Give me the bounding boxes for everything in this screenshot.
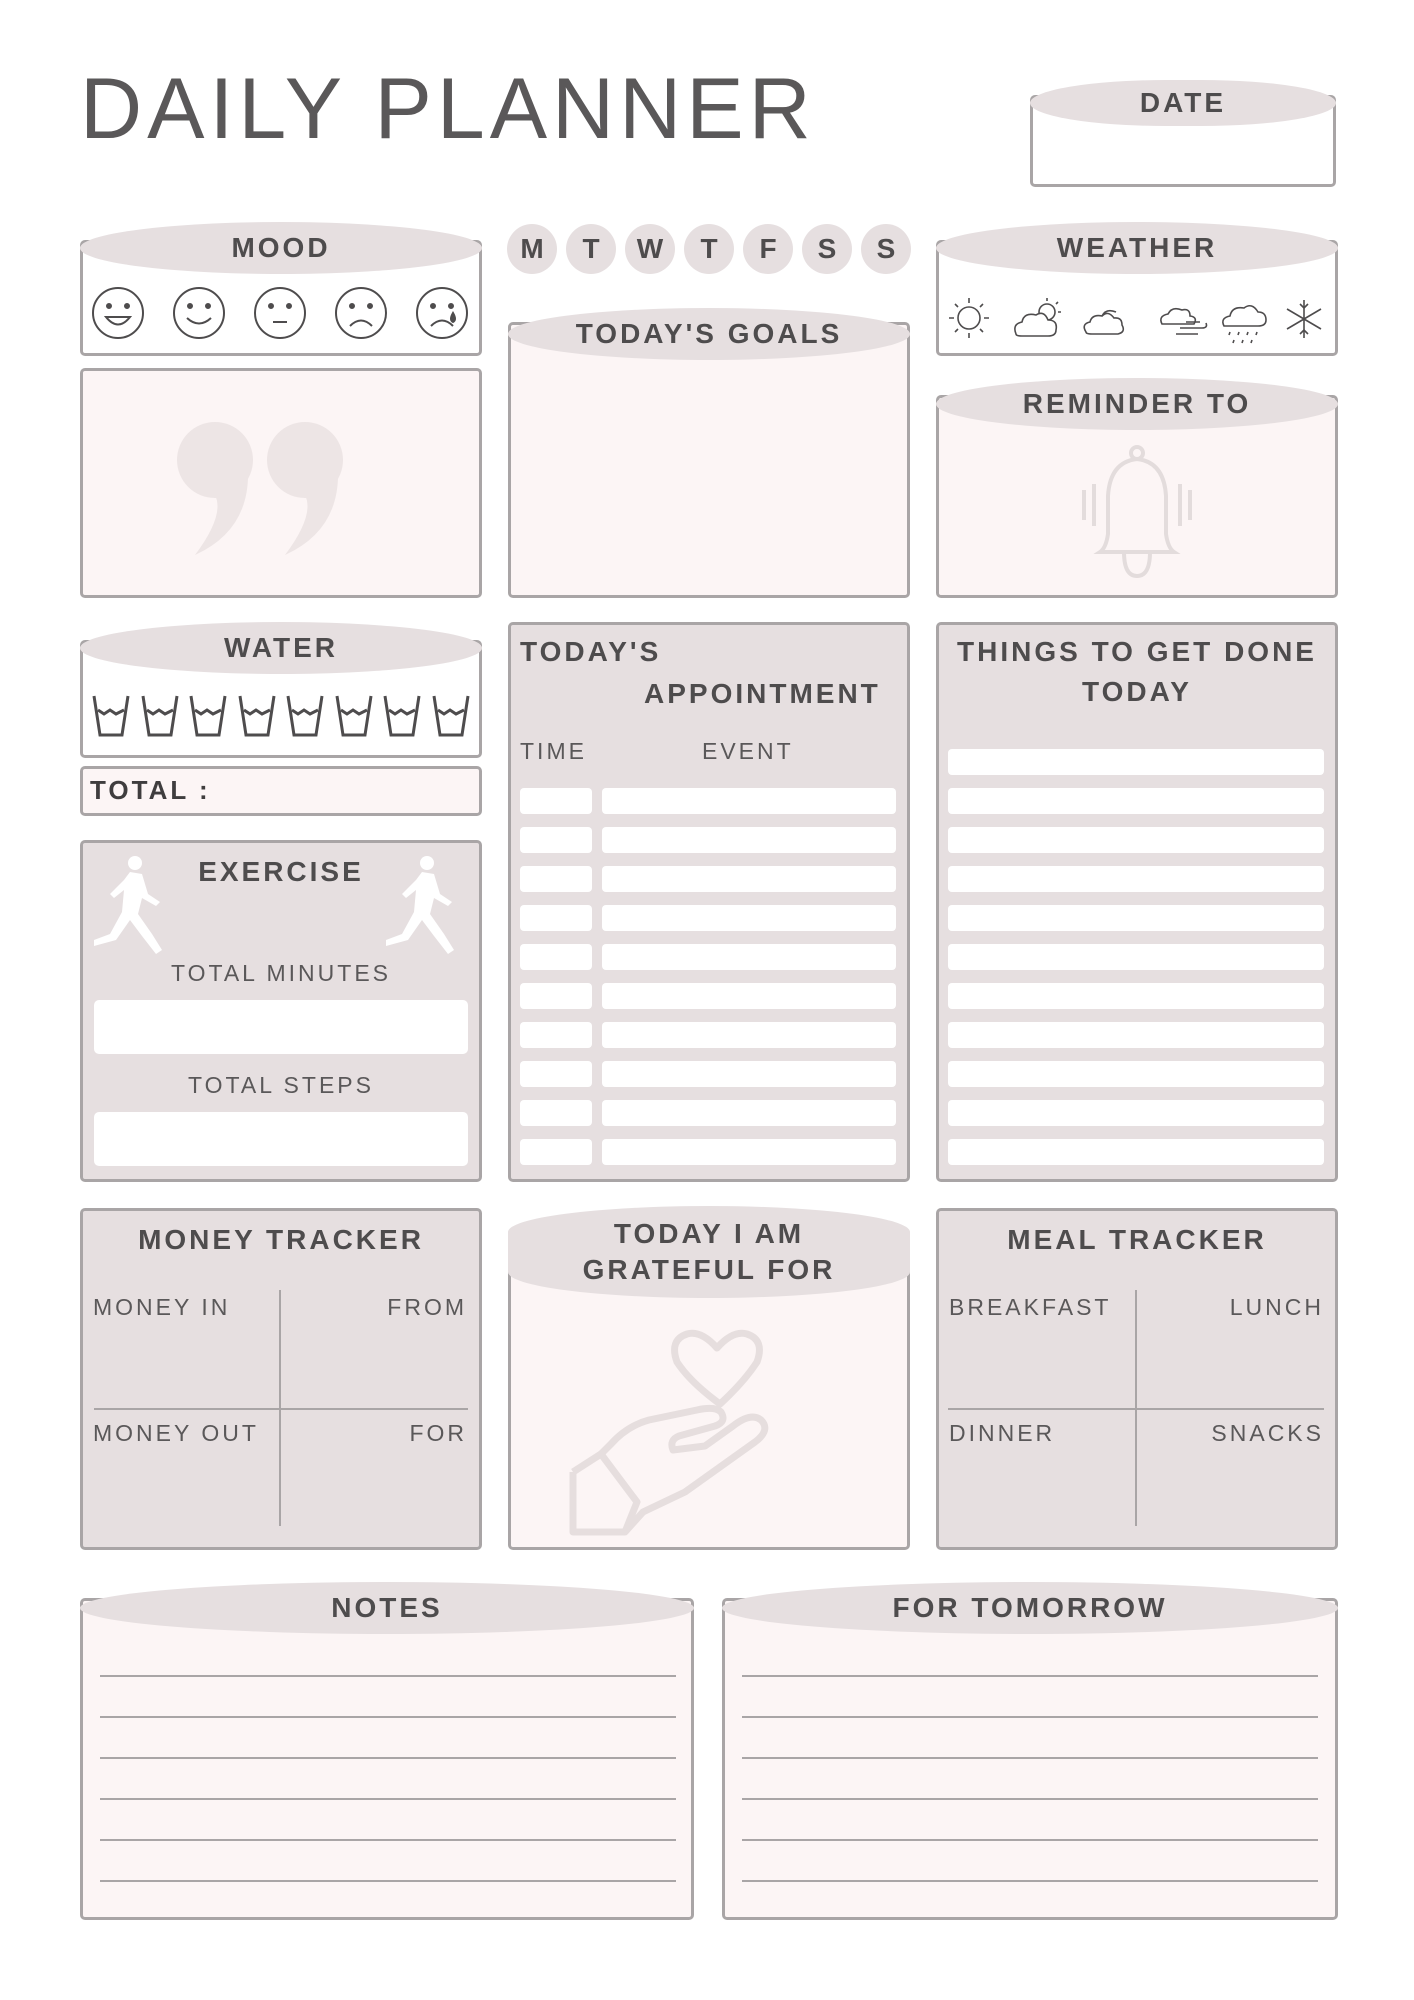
- tomorrow-line[interactable]: [742, 1675, 1318, 1677]
- breakfast-label[interactable]: BREAKFAST: [949, 1294, 1112, 1320]
- tomorrow-line[interactable]: [742, 1757, 1318, 1759]
- goals-panel[interactable]: [508, 322, 910, 598]
- todo-item-line[interactable]: [948, 944, 1324, 970]
- money-for-label[interactable]: FOR: [409, 1420, 467, 1446]
- date-label: DATE: [1030, 80, 1336, 126]
- laughing-face-icon[interactable]: [93, 288, 143, 338]
- smiling-face-icon[interactable]: [174, 288, 224, 338]
- appointment-event-cell[interactable]: [602, 788, 896, 814]
- water-label: WATER: [80, 622, 482, 674]
- todo-item-line[interactable]: [948, 1139, 1324, 1165]
- appointment-event-cell[interactable]: [602, 1022, 896, 1048]
- day-sunday[interactable]: S: [861, 224, 911, 274]
- partly-cloudy-icon[interactable]: [1015, 298, 1061, 336]
- meal-tracker-label: MEAL TRACKER: [1007, 1224, 1267, 1255]
- day-monday[interactable]: M: [507, 224, 557, 274]
- grateful-label-line2: GRATEFUL FOR: [582, 1254, 836, 1285]
- water-glass-icon[interactable]: [191, 696, 225, 735]
- water-glass-icon[interactable]: [240, 696, 274, 735]
- water-glass-icon[interactable]: [94, 696, 128, 735]
- heart-hand-icon: [565, 1322, 785, 1537]
- notes-label: NOTES: [80, 1582, 694, 1634]
- money-from-label[interactable]: FROM: [387, 1294, 467, 1320]
- note-line[interactable]: [100, 1716, 676, 1718]
- day-wednesday[interactable]: W: [625, 224, 675, 274]
- mood-label: MOOD: [80, 222, 482, 274]
- tomorrow-line[interactable]: [742, 1839, 1318, 1841]
- lunch-label[interactable]: LUNCH: [1229, 1294, 1324, 1320]
- todo-label-line2: TODAY: [1082, 676, 1192, 707]
- todo-item-line[interactable]: [948, 1100, 1324, 1126]
- todo-item-line[interactable]: [948, 905, 1324, 931]
- grateful-label-line1: TODAY I AM: [613, 1217, 805, 1249]
- note-line[interactable]: [100, 1839, 676, 1841]
- rain-icon[interactable]: [1223, 306, 1266, 343]
- total-minutes-input[interactable]: [94, 1000, 468, 1054]
- sunny-icon[interactable]: [949, 298, 989, 338]
- appointment-time-cell[interactable]: [520, 983, 592, 1009]
- note-line[interactable]: [100, 1880, 676, 1882]
- todo-item-line[interactable]: [948, 1022, 1324, 1048]
- weather-icons: [936, 290, 1338, 350]
- appointment-time-cell[interactable]: [520, 944, 592, 970]
- appointment-event-cell[interactable]: [602, 827, 896, 853]
- total-minutes-label: TOTAL MINUTES: [170, 960, 392, 986]
- appointment-time-cell[interactable]: [520, 1022, 592, 1048]
- appointment-label-line1: TODAY'S: [520, 636, 662, 667]
- appointment-time-cell[interactable]: [520, 827, 592, 853]
- appointment-event-cell[interactable]: [602, 944, 896, 970]
- money-out-label[interactable]: MONEY OUT: [93, 1420, 259, 1446]
- neutral-face-icon[interactable]: [255, 288, 305, 338]
- quote-marks-icon: [170, 415, 360, 565]
- day-friday[interactable]: F: [743, 224, 793, 274]
- crying-face-icon[interactable]: [417, 288, 467, 338]
- water-glass-icon[interactable]: [143, 696, 177, 735]
- appointment-event-cell[interactable]: [602, 866, 896, 892]
- time-column-header: TIME: [520, 738, 587, 764]
- appointment-event-cell[interactable]: [602, 1061, 896, 1087]
- appointment-time-cell[interactable]: [520, 905, 592, 931]
- windy-icon[interactable]: [1161, 309, 1207, 334]
- water-glass-icon[interactable]: [288, 696, 322, 735]
- tomorrow-panel[interactable]: [722, 1598, 1338, 1920]
- water-total-label: TOTAL :: [90, 775, 211, 805]
- sad-face-icon[interactable]: [336, 288, 386, 338]
- appointment-event-cell[interactable]: [602, 983, 896, 1009]
- day-tuesday[interactable]: T: [566, 224, 616, 274]
- todo-item-line[interactable]: [948, 788, 1324, 814]
- tomorrow-line[interactable]: [742, 1798, 1318, 1800]
- todo-item-line[interactable]: [948, 827, 1324, 853]
- note-line[interactable]: [100, 1757, 676, 1759]
- appointment-event-cell[interactable]: [602, 1100, 896, 1126]
- grateful-label: [508, 1206, 910, 1298]
- todo-item-line[interactable]: [948, 866, 1324, 892]
- exercise-label: EXERCISE: [198, 856, 364, 887]
- water-glass-icon[interactable]: [337, 696, 371, 735]
- meal-divider-horizontal: [948, 1408, 1324, 1410]
- todo-item-line[interactable]: [948, 1061, 1324, 1087]
- snacks-label[interactable]: SNACKS: [1211, 1420, 1324, 1446]
- total-steps-label: TOTAL STEPS: [188, 1072, 374, 1098]
- todo-label-line1: THINGS TO GET DONE: [957, 636, 1317, 667]
- todo-item-line[interactable]: [948, 749, 1324, 775]
- page-title: DAILY PLANNER: [80, 61, 816, 157]
- water-glass-icon[interactable]: [385, 696, 419, 735]
- reminder-label: REMINDER TO: [936, 378, 1338, 430]
- notes-panel[interactable]: [80, 1598, 694, 1920]
- cloudy-icon[interactable]: [1084, 311, 1123, 334]
- appointment-time-cell[interactable]: [520, 1100, 592, 1126]
- todo-item-line[interactable]: [948, 983, 1324, 1009]
- total-steps-input[interactable]: [94, 1112, 468, 1166]
- money-tracker-label: MONEY TRACKER: [138, 1224, 424, 1255]
- appointment-time-cell[interactable]: [520, 866, 592, 892]
- day-saturday[interactable]: S: [802, 224, 852, 274]
- appointment-time-cell[interactable]: [520, 1061, 592, 1087]
- dinner-label[interactable]: DINNER: [949, 1420, 1056, 1446]
- note-line[interactable]: [100, 1798, 676, 1800]
- day-thursday[interactable]: T: [684, 224, 734, 274]
- appointment-time-cell[interactable]: [520, 1139, 592, 1165]
- goals-label: TODAY'S GOALS: [508, 308, 910, 360]
- runner-icon: [382, 854, 467, 959]
- tomorrow-label: FOR TOMORROW: [722, 1582, 1338, 1634]
- money-in-label[interactable]: MONEY IN: [93, 1294, 231, 1320]
- water-glasses: [80, 690, 482, 740]
- tomorrow-line[interactable]: [742, 1716, 1318, 1718]
- appointment-event-cell[interactable]: [602, 1139, 896, 1165]
- note-line[interactable]: [100, 1675, 676, 1677]
- water-glass-icon[interactable]: [434, 696, 468, 735]
- appointment-time-cell[interactable]: [520, 788, 592, 814]
- mood-faces: [80, 280, 482, 350]
- money-tracker-panel: [80, 1208, 482, 1550]
- appointment-event-cell[interactable]: [602, 905, 896, 931]
- tomorrow-line[interactable]: [742, 1880, 1318, 1882]
- runner-icon: [90, 854, 175, 959]
- snow-icon[interactable]: [1287, 300, 1321, 338]
- bell-icon: [1076, 444, 1198, 584]
- meal-tracker-panel: [936, 1208, 1338, 1550]
- appointment-label-line2: APPOINTMENT: [644, 678, 881, 709]
- money-divider-horizontal: [94, 1408, 468, 1410]
- event-column-header: EVENT: [702, 738, 794, 764]
- weather-label: WEATHER: [936, 222, 1338, 274]
